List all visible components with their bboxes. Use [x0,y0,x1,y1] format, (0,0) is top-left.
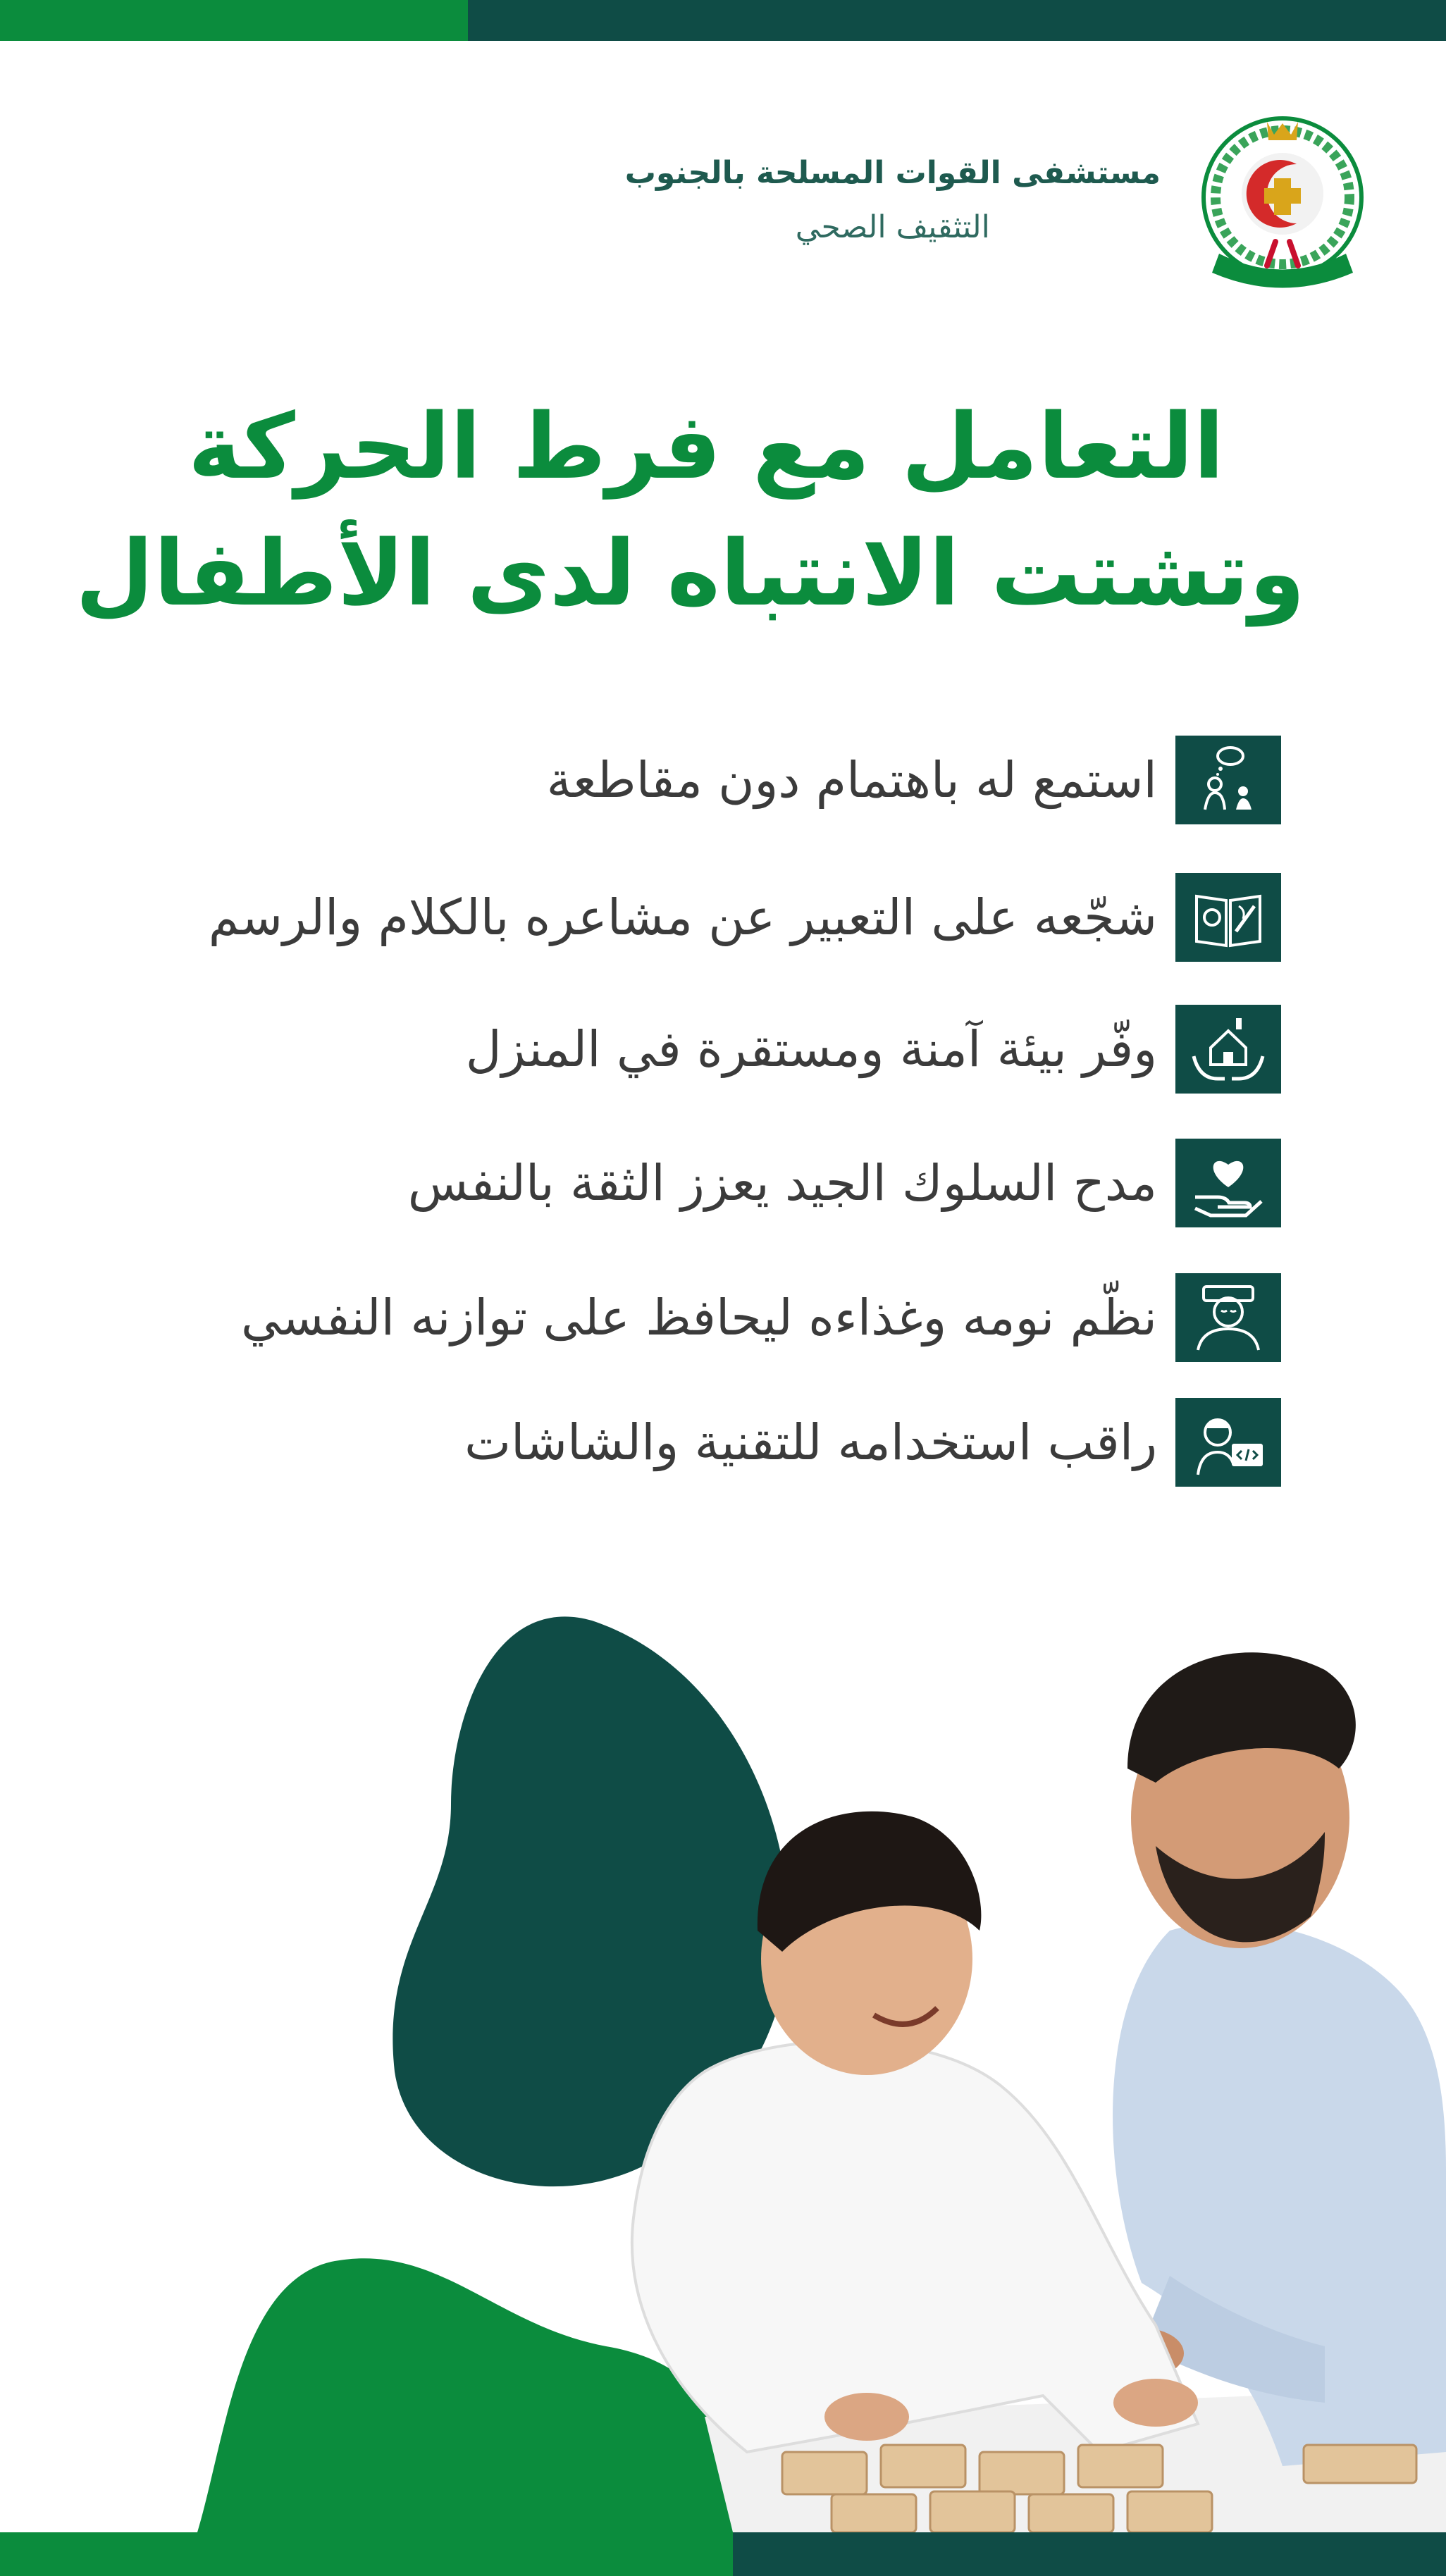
tip-text: استمع له باهتمام دون مقاطعة [546,751,1157,809]
tip-text: شجّعه على التعبير عن مشاعره بالكلام والرسم [208,888,1157,946]
tip-text: نظّم نومه وغذاءه ليحافظ على توازنه النفسي [240,1289,1157,1346]
tip-text: راقب استخدامه للتقنية والشاشات [464,1413,1157,1471]
title-line-2: وتشتت الانتباه لدى الأطفال [75,521,1305,626]
tip-text: وفّر بيئة آمنة ومستقرة في المنزل [465,1020,1157,1078]
department-name: التثقيف الصحي [795,209,990,245]
hospital-logo [1191,109,1374,299]
bottom-bar-accent [0,2532,733,2576]
listening-child-icon [1175,736,1281,824]
title-line-1: التعامل مع فرط الحركة [187,395,1225,500]
tip-item [209,872,1281,963]
father-son-illustration [0,1536,1446,2532]
tip-item [547,734,1281,826]
organization-name: مستشفى القوات المسلحة بالجنوب [624,155,1161,191]
tip-item [408,1137,1281,1229]
top-bar-accent [0,0,468,41]
tip-item [241,1272,1281,1363]
boy-left-hand [824,2393,909,2441]
sleeping-child-icon [1175,1273,1281,1362]
page-title [75,384,1305,638]
heart-in-hand-icon [1175,1139,1281,1227]
tip-text: مدح السلوك الجيد يعزز الثقة بالنفس [407,1154,1157,1212]
drawing-book-icon [1175,873,1281,962]
house-in-hands-icon [1175,1005,1281,1094]
child-laptop-icon [1175,1398,1281,1487]
tip-item [464,1397,1281,1488]
boy-right-hand [1113,2379,1198,2427]
organization-block [625,155,1161,245]
tip-item [466,1003,1281,1095]
